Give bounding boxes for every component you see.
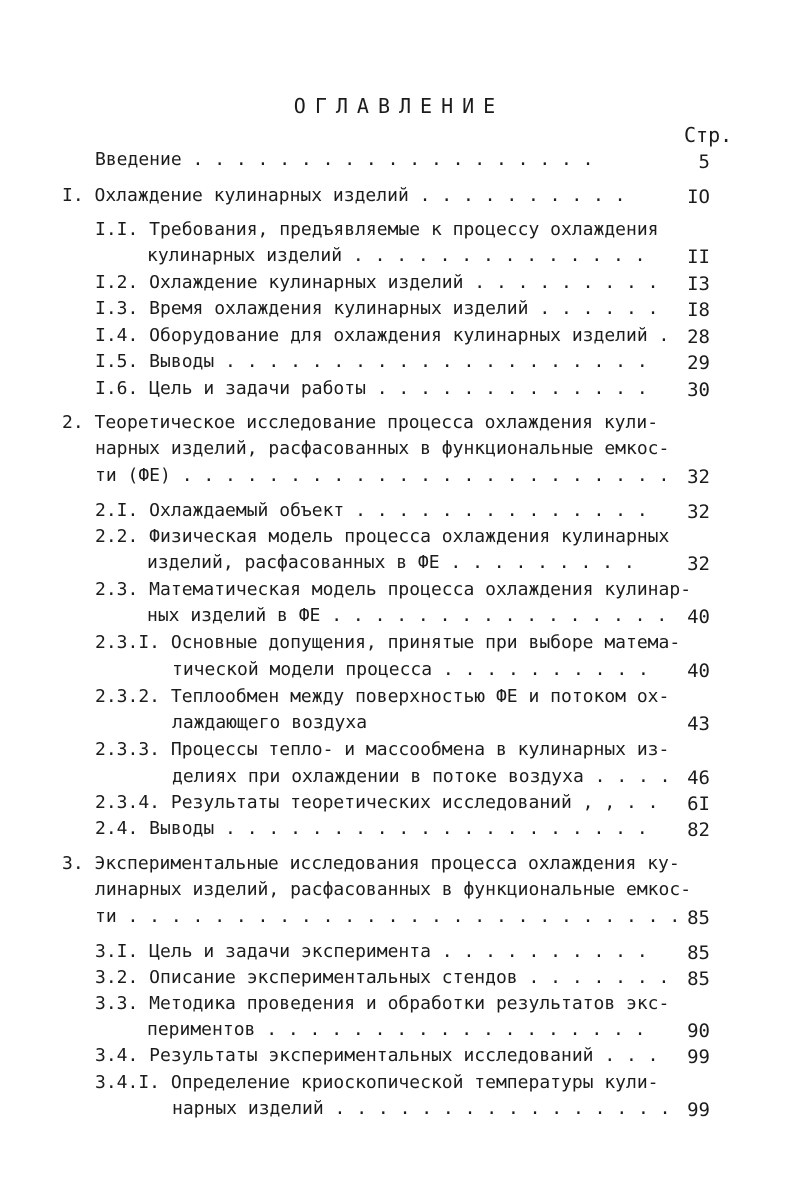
toc-line: 3.2. Описание экспериментальных стендов . . . . . . . bbox=[95, 967, 670, 988]
toc-line: 2.3.4. Результаты теоретических исследований , , . . bbox=[95, 792, 659, 813]
toc-page-number: 99 bbox=[687, 1099, 710, 1121]
toc-line: 2.3.2. Теплообмен между поверхностью ФЕ и потоком ох- bbox=[95, 686, 670, 707]
toc-line: делиях при охлаждении в потоке воздуха . . . . bbox=[172, 766, 671, 787]
toc-line: I.6. Цель и задачи работы . . . . . . . . . . . . . bbox=[95, 378, 648, 399]
toc-page-number: 29 bbox=[687, 352, 710, 374]
toc-page-number: 85 bbox=[687, 968, 710, 990]
toc-line: ти (ФЕ) . . . . . . . . . . . . . . . . . . . . . . . bbox=[95, 465, 670, 486]
toc-line: Введение . . . . . . . . . . . . . . . . . . . bbox=[95, 149, 594, 170]
toc-line: 3.3. Методика проведения и обработки результатов экс- bbox=[95, 993, 670, 1014]
toc-page-number: I8 bbox=[687, 299, 710, 321]
toc-line: ти . . . . . . . . . . . . . . . . . . . . . . . . . . bbox=[95, 906, 681, 927]
page-column-header: Стр. bbox=[684, 123, 733, 147]
toc-page-number: 30 bbox=[687, 379, 710, 401]
toc-page-number: 90 bbox=[687, 1020, 710, 1042]
toc-line: 2.I. Охлаждаемый объект . . . . . . . . . . . . . . bbox=[95, 500, 648, 521]
toc-line: 2. Теоретическое исследование процесса охлаждения кули- bbox=[62, 412, 659, 433]
page-title: ОГЛАВЛЕНИЕ bbox=[293, 94, 505, 118]
toc-line: I.3. Время охлаждения кулинарных изделий . . . . . . bbox=[95, 298, 659, 319]
toc-page-number: 85 bbox=[687, 942, 710, 964]
toc-page-number: I3 bbox=[687, 273, 710, 295]
toc-page-number: 40 bbox=[687, 660, 710, 682]
toc-page-number: IO bbox=[687, 186, 710, 208]
toc-page-number: 46 bbox=[687, 767, 710, 789]
toc-line: нарных изделий . . . . . . . . . . . . . . . . bbox=[172, 1098, 671, 1119]
toc-line: нарных изделий, расфасованных в функциональные емкос- bbox=[95, 438, 670, 459]
toc-line: 3.4.I. Определение криоскопической температуры кули- bbox=[95, 1072, 659, 1093]
toc-line: линарных изделий, расфасованных в функциональные емкос- bbox=[95, 879, 692, 900]
toc-line: I.I. Требования, предъявляемые к процессу охлаждения bbox=[95, 219, 659, 240]
toc-line: 2.4. Выводы . . . . . . . . . . . . . . . . . . . . bbox=[95, 818, 648, 839]
toc-line: 2.2. Физическая модель процесса охлаждения кулинарных bbox=[95, 526, 670, 547]
toc-page-number: 43 bbox=[687, 713, 710, 735]
toc-page-number: 28 bbox=[687, 326, 710, 348]
toc-line: I.5. Выводы . . . . . . . . . . . . . . . . . . . . bbox=[95, 351, 648, 372]
toc-page-number: 5 bbox=[698, 151, 710, 173]
toc-line: периментов . . . . . . . . . . . . . . . . . . bbox=[147, 1019, 646, 1040]
toc-line: 3. Экспериментальные исследования процесса охлаждения ку- bbox=[62, 853, 680, 874]
toc-line: тической модели процесса . . . . . . . . . . bbox=[172, 659, 649, 680]
toc-line: изделий, расфасованных в ФЕ . . . . . . . . . bbox=[147, 552, 635, 573]
toc-line: I. Охлаждение кулинарных изделий . . . . . . . . . . bbox=[62, 185, 626, 206]
toc-page-number: 32 bbox=[687, 501, 710, 523]
toc-line: 2.3.3. Процессы тепло- и массообмена в кулинарных из- bbox=[95, 739, 670, 760]
toc-line: 3.I. Цель и задачи эксперимента . . . . . . . . . . bbox=[95, 941, 648, 962]
toc-line: 2.3. Математическая модель процесса охлаждения кулинар- bbox=[95, 579, 692, 600]
toc-page-number: 32 bbox=[687, 466, 710, 488]
toc-line: 3.4. Результаты экспериментальных исследований . . . bbox=[95, 1045, 659, 1066]
toc-page-number: 6I bbox=[687, 793, 710, 815]
toc-line: I.4. Оборудование для охлаждения кулинарных изделий . bbox=[95, 325, 670, 346]
toc-page-number: 85 bbox=[687, 907, 710, 929]
toc-page-number: 40 bbox=[687, 606, 710, 628]
toc-page-number: 99 bbox=[687, 1046, 710, 1068]
toc-line: I.2. Охлаждение кулинарных изделий . . . . . . . . . bbox=[95, 272, 659, 293]
toc-line: лаждающего воздуха bbox=[172, 712, 368, 733]
toc-page-number: 32 bbox=[687, 553, 710, 575]
toc-page-number: II bbox=[687, 246, 710, 268]
toc-line: 2.3.I. Основные допущения, принятые при выборе матема- bbox=[95, 632, 681, 653]
toc-line: кулинарных изделий . . . . . . . . . . . . . . bbox=[147, 245, 646, 266]
toc-line: ных изделий в ФЕ . . . . . . . . . . . . . . . . bbox=[147, 605, 668, 626]
toc-page-number: 82 bbox=[687, 819, 710, 841]
